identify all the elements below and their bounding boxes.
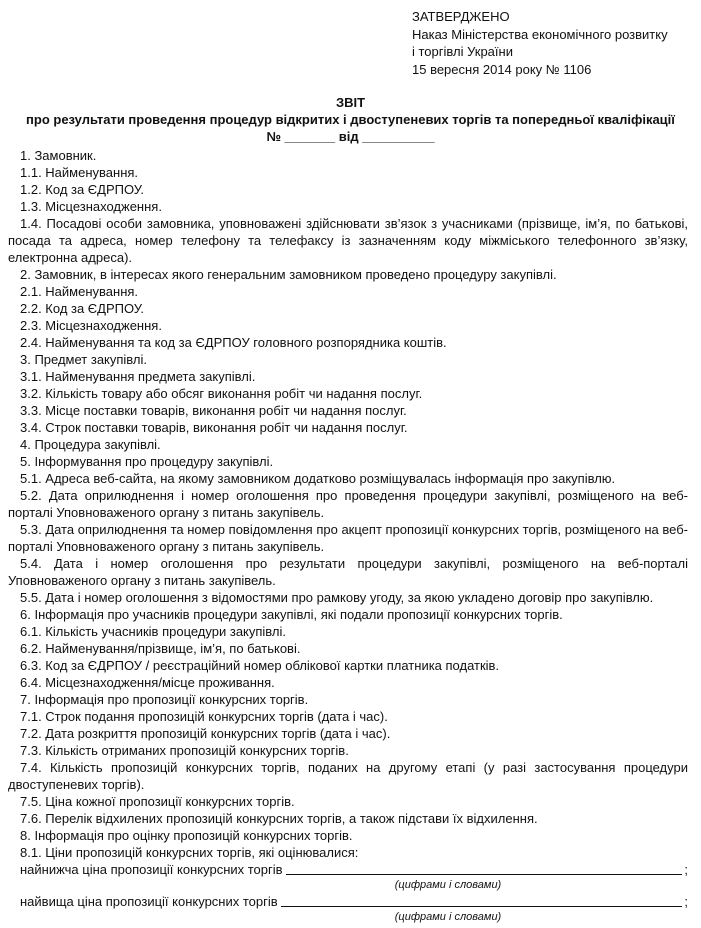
list-item: 7.6. Перелік відхилених пропозицій конкурсних торгів, а також підстави їх відхилення. [20, 811, 538, 826]
list-item: 1.4. Посадові особи замовника, уповноважені здійснювати зв’язок з учасниками (прізвище, ім’я, по батькові, посада та адреса, номер телефону та телефаксу із зазначенням коду міжміського телефонного зв’язку, електронна адреса). [8, 216, 688, 265]
list-item: 7.3. Кількість отриманих пропозицій конкурсних торгів. [20, 743, 349, 758]
approval-title: ЗАТВЕРДЖЕНО [412, 9, 510, 24]
list-item: 5. Інформування про процедуру закупівлі. [20, 454, 274, 469]
approval-order: Наказ Міністерства економічного розвитку [412, 26, 668, 42]
list-item: 7. Інформація про пропозиції конкурсних торгів. [20, 692, 309, 707]
approval-stamp [412, 8, 668, 78]
list-item: 6.4. Місцезнаходження/місце проживання. [20, 675, 275, 690]
list-item: 3.4. Строк поставки товарів, виконання робіт чи надання послуг. [20, 420, 408, 435]
lowest-price-hint: (цифрами і словами) [394, 879, 502, 891]
list-item: 5.3. Дата оприлюднення та номер повідомлення про акцепт пропозиції конкурсних торгів, розміщеного на веб-порталі Уповноваженого органу з питань закупівель. [8, 522, 688, 554]
report-body [8, 147, 688, 925]
document-title [0, 94, 701, 145]
list-item: 8.1. Ціни пропозицій конкурсних торгів, які оцінювалися: [20, 845, 359, 860]
list-item: 7.5. Ціна кожної пропозиції конкурсних торгів. [20, 794, 295, 809]
list-item: 5.5. Дата і номер оголошення з відомостями про рамкову угоду, за якою укладено договір про закупівлю. [20, 590, 654, 605]
list-item: 1.1. Найменування. [20, 165, 139, 180]
lowest-price-field [8, 861, 688, 878]
lowest-price-terminator: ; [684, 862, 688, 877]
list-item: 2.2. Код за ЄДРПОУ. [20, 301, 144, 316]
list-item: 1.2. Код за ЄДРПОУ. [20, 182, 144, 197]
list-item: 3.3. Місце поставки товарів, виконання робіт чи надання послуг. [20, 403, 407, 418]
list-item: 3. Предмет закупівлі. [20, 352, 148, 367]
highest-price-label: найвища ціна пропозиції конкурсних торгів [20, 894, 278, 909]
list-item: 2.1. Найменування. [20, 284, 139, 299]
list-item: 6.3. Код за ЄДРПОУ / реєстраційний номер облікової картки платника податків. [20, 658, 500, 673]
list-item: 5.1. Адреса веб-сайта, на якому замовником додатково розміщувалась інформація про закупівлю. [20, 471, 616, 486]
list-item: 7.1. Строк подання пропозицій конкурсних торгів (дата і час). [20, 709, 388, 724]
approval-ministry: і торгівлі України [412, 44, 513, 59]
highest-price-terminator: ; [684, 894, 688, 909]
highest-price-hint: (цифрами і словами) [394, 911, 502, 923]
list-item: 6.2. Найменування/прізвище, ім’я, по батькові. [20, 641, 301, 656]
list-item: 6. Інформація про учасників процедури закупівлі, які подали пропозиції конкурсних торгів. [20, 607, 563, 622]
list-item: 8. Інформація про оцінку пропозицій конкурсних торгів. [20, 828, 353, 843]
list-item: 2. Замовник, в інтересах якого генеральним замовником проведено процедуру закупівлі. [20, 267, 557, 282]
list-item: 2.3. Місцезнаходження. [20, 318, 162, 333]
report-subtitle: про результати проведення процедур відкритих і двоступеневих торгів та попередньої кваліфікації [26, 112, 675, 127]
list-item: 4. Процедура закупівлі. [20, 437, 161, 452]
list-item: 6.1. Кількість учасників процедури закупівлі. [20, 624, 286, 639]
approval-date: 15 вересня 2014 року № 1106 [412, 61, 592, 77]
list-item: 5.4. Дата і номер оголошення про результати процедури закупівлі, розміщеного на веб-порталі Уповноваженого органу з питань закупівель. [8, 556, 688, 588]
report-number-line: № _______ від __________ [266, 129, 435, 144]
list-item: 7.2. Дата розкриття пропозицій конкурсних торгів (дата і час). [20, 726, 391, 741]
list-item: 7.4. Кількість пропозицій конкурсних торгів, поданих на другому етапі (у разі застосування процедури двоступеневих торгів). [8, 760, 688, 792]
list-item: 1.3. Місцезнаходження. [20, 199, 162, 214]
list-item: 1. Замовник. [20, 148, 97, 163]
list-item: 3.1. Найменування предмета закупівлі. [20, 369, 256, 384]
lowest-price-blank[interactable] [286, 862, 683, 875]
list-item: 3.2. Кількість товару або обсяг виконання робіт чи надання послуг. [20, 386, 423, 401]
list-item: 2.4. Найменування та код за ЄДРПОУ головного розпорядника коштів. [20, 335, 447, 350]
highest-price-field [8, 893, 688, 910]
highest-price-blank[interactable] [281, 894, 683, 907]
list-item: 5.2. Дата оприлюднення і номер оголошення про проведення процедури закупівлі, розміщеного на веб-порталі Уповноваженого органу з питань закупівель. [8, 488, 688, 520]
report-heading: ЗВІТ [335, 95, 366, 110]
lowest-price-label: найнижча ціна пропозиції конкурсних торгів [20, 862, 283, 877]
